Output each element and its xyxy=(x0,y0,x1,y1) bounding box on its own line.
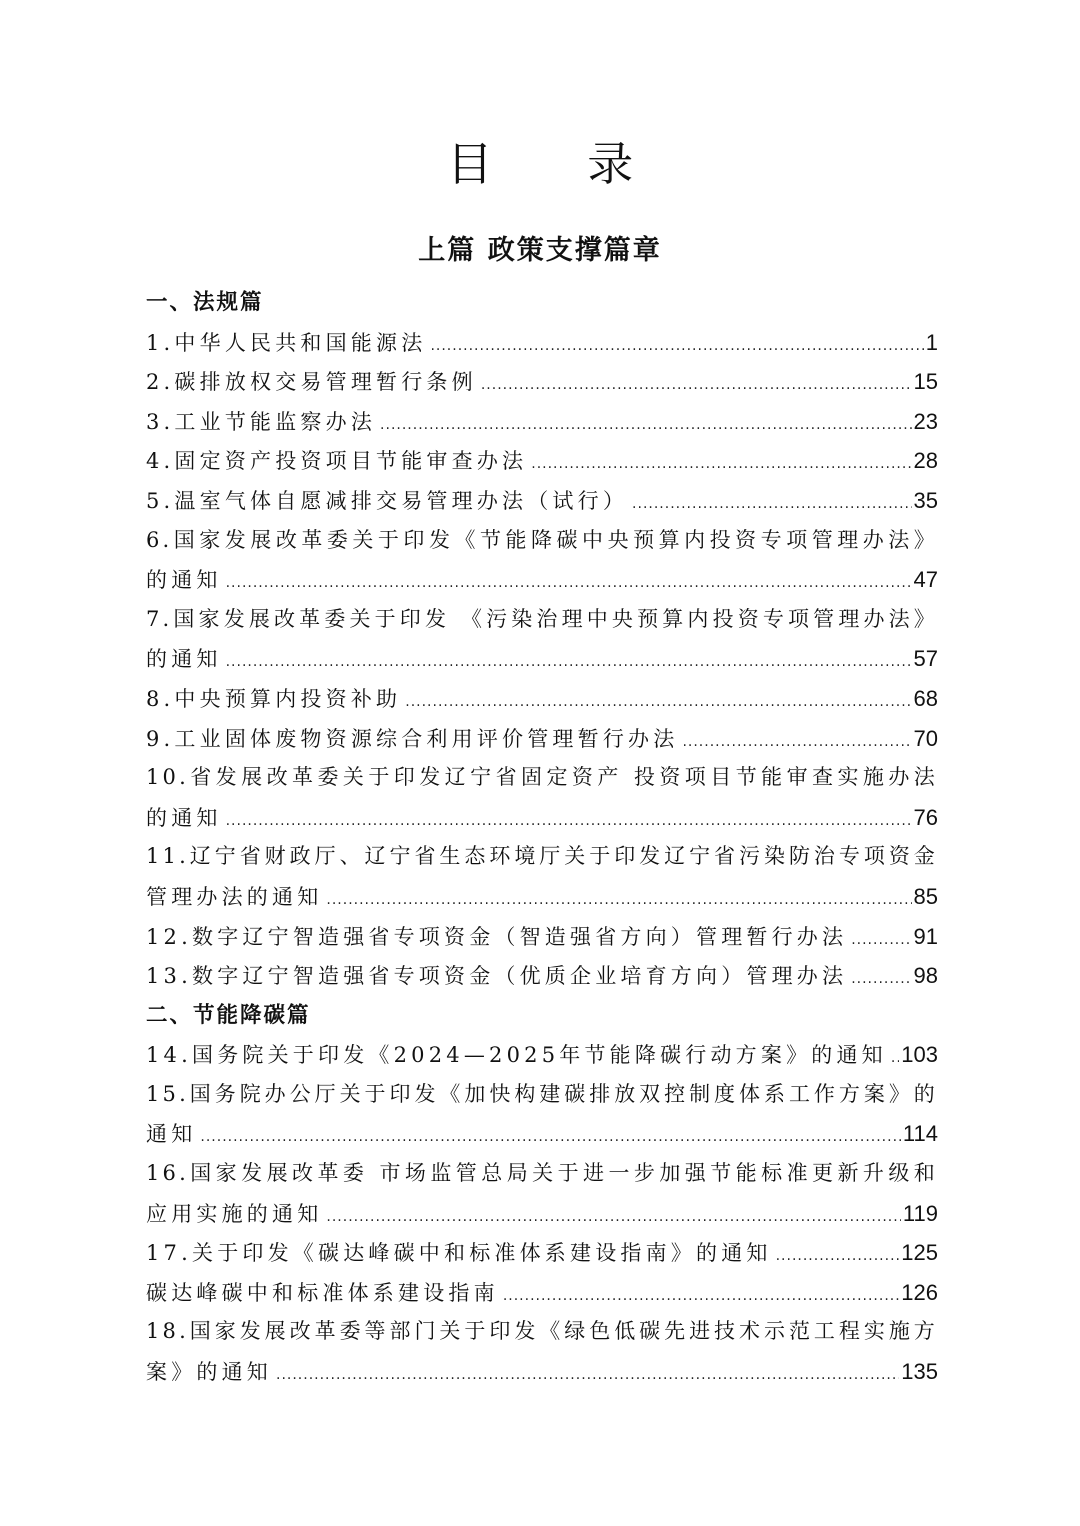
toc-entry xyxy=(146,719,938,759)
toc-entry-text: 3.工业节能监察办法 xyxy=(146,409,377,434)
section-heading: 一、法规篇 xyxy=(146,290,264,315)
toc-entry xyxy=(146,521,938,561)
toc-entry xyxy=(146,1233,938,1273)
toc-entry-text: 应用实施的通知 xyxy=(146,1201,323,1226)
section-heading: 二、节能降碳篇 xyxy=(146,1002,311,1028)
toc-entry-text: 16.国家发展改革委 市场监管总局关于进一步加强节能标准更新升级和 xyxy=(146,1161,938,1186)
part-title: 上篇 政策支撑篇章 xyxy=(418,235,662,266)
toc-entry-text: 6.国家发展改革委关于印发《节能降碳中央预算内投资专项管理办法》 xyxy=(146,527,938,552)
toc-entry xyxy=(146,956,938,996)
toc-entry xyxy=(146,1075,938,1115)
dot-leader xyxy=(200,1118,901,1158)
page-number: 119 xyxy=(902,1200,938,1226)
dot-leader xyxy=(851,921,911,961)
dot-leader xyxy=(226,564,912,604)
toc-entry-continuation xyxy=(146,877,938,917)
toc-entry-continuation xyxy=(146,1352,938,1392)
toc-entry-text: 15.国务院办公厅关于印发《加快构建碳排放双控制度体系工作方案》的 xyxy=(146,1081,938,1106)
toc-entry-text: 4.固定资产投资项目节能审查办法 xyxy=(146,449,528,474)
dot-leader xyxy=(851,960,911,1000)
toc-entry-text: 案》的通知 xyxy=(146,1360,272,1385)
dot-leader xyxy=(326,881,911,921)
toc-entry-continuation xyxy=(146,798,938,838)
toc-entry-text: 的通知 xyxy=(146,805,222,830)
page-number: 57 xyxy=(913,646,938,672)
dot-leader xyxy=(481,366,912,406)
page-number: 135 xyxy=(901,1359,938,1385)
toc-entry xyxy=(146,323,938,363)
toc-entry-text: 管理办法的通知 xyxy=(146,884,323,909)
table-of-contents xyxy=(146,283,938,1392)
page-number: 114 xyxy=(902,1121,938,1147)
toc-entry-continuation xyxy=(146,560,938,600)
page-number: 103 xyxy=(901,1042,938,1068)
toc-entry-text: 17.关于印发《碳达峰碳中和标准体系建设指南》的通知 xyxy=(146,1241,772,1266)
dot-leader xyxy=(430,327,923,367)
page-number: 1 xyxy=(925,329,938,355)
toc-entry-text: 通知 xyxy=(146,1122,197,1147)
toc-entry xyxy=(146,758,938,798)
toc-entry xyxy=(146,1273,938,1313)
page-number: 68 xyxy=(913,685,938,711)
dot-leader xyxy=(276,1356,899,1396)
page-number: 85 xyxy=(913,883,938,909)
toc-entry-text: 1.中华人民共和国能源法 xyxy=(146,330,427,355)
page-number: 98 xyxy=(913,963,938,989)
toc-entry-text: 的通知 xyxy=(146,647,222,672)
toc-entry xyxy=(146,600,938,640)
page-number: 15 xyxy=(913,369,938,395)
page-number: 125 xyxy=(901,1240,938,1266)
toc-entry xyxy=(146,679,938,719)
dot-leader xyxy=(632,485,911,525)
dot-leader xyxy=(776,1237,900,1277)
toc-entry xyxy=(146,1035,938,1075)
toc-entry-text: 14.国务院关于印发《2024—2025年节能降碳行动方案》的通知 xyxy=(146,1043,887,1068)
dot-leader xyxy=(531,445,911,485)
toc-entry-continuation xyxy=(146,1194,938,1234)
toc-entry-text: 12.数字辽宁智造强省专项资金（智造强省方向）管理暂行办法 xyxy=(146,924,848,949)
page-number: 91 xyxy=(913,923,938,949)
page-number: 28 xyxy=(913,448,938,474)
dot-leader xyxy=(891,1039,899,1079)
toc-entry xyxy=(146,441,938,481)
dot-leader xyxy=(226,643,912,683)
page-number: 47 xyxy=(913,567,938,593)
toc-entry xyxy=(146,481,938,521)
page-number: 35 xyxy=(913,487,938,513)
toc-entry-text: 13.数字辽宁智造强省专项资金（优质企业培育方向）管理办法 xyxy=(146,964,848,989)
toc-entry-text: 9.工业固体废物资源综合利用评价管理暂行办法 xyxy=(146,726,679,751)
dot-leader xyxy=(503,1277,899,1317)
toc-entry xyxy=(146,362,938,402)
toc-entry-text: 2.碳排放权交易管理暂行条例 xyxy=(146,370,477,395)
toc-entry xyxy=(146,917,938,957)
toc-entry-text: 18.国家发展改革委等部门关于印发《绿色低碳先进技术示范工程实施方 xyxy=(146,1319,938,1344)
page-number: 70 xyxy=(913,725,938,751)
dot-leader xyxy=(226,802,912,842)
toc-entry-text: 5.温室气体自愿减排交易管理办法（试行） xyxy=(146,488,629,513)
dot-leader xyxy=(380,406,911,446)
toc-entry xyxy=(146,1312,938,1352)
toc-entry xyxy=(146,402,938,442)
toc-entry xyxy=(146,1154,938,1194)
toc-entry-text: 11.辽宁省财政厅、辽宁省生态环境厅关于印发辽宁省污染防治专项资金 xyxy=(146,844,938,869)
toc-entry-text: 10.省发展改革委关于印发辽宁省固定资产 投资项目节能审查实施办法 xyxy=(146,765,938,790)
page-title: 目 录 xyxy=(446,137,674,191)
dot-leader xyxy=(405,683,911,723)
dot-leader xyxy=(682,723,911,763)
page-number: 76 xyxy=(913,804,938,830)
toc-entry xyxy=(146,837,938,877)
dot-leader xyxy=(326,1198,901,1238)
toc-entry-continuation xyxy=(146,639,938,679)
page-number: 23 xyxy=(913,408,938,434)
toc-entry-text: 7.国家发展改革委关于印发 《污染治理中央预算内投资专项管理办法》 xyxy=(146,606,938,631)
toc-entry-text: 碳达峰碳中和标准体系建设指南 xyxy=(146,1280,499,1305)
toc-entry-continuation xyxy=(146,1114,938,1154)
toc-entry-text: 8.中央预算内投资补助 xyxy=(146,686,402,711)
toc-entry-text: 的通知 xyxy=(146,568,222,593)
page-number: 126 xyxy=(901,1279,938,1305)
